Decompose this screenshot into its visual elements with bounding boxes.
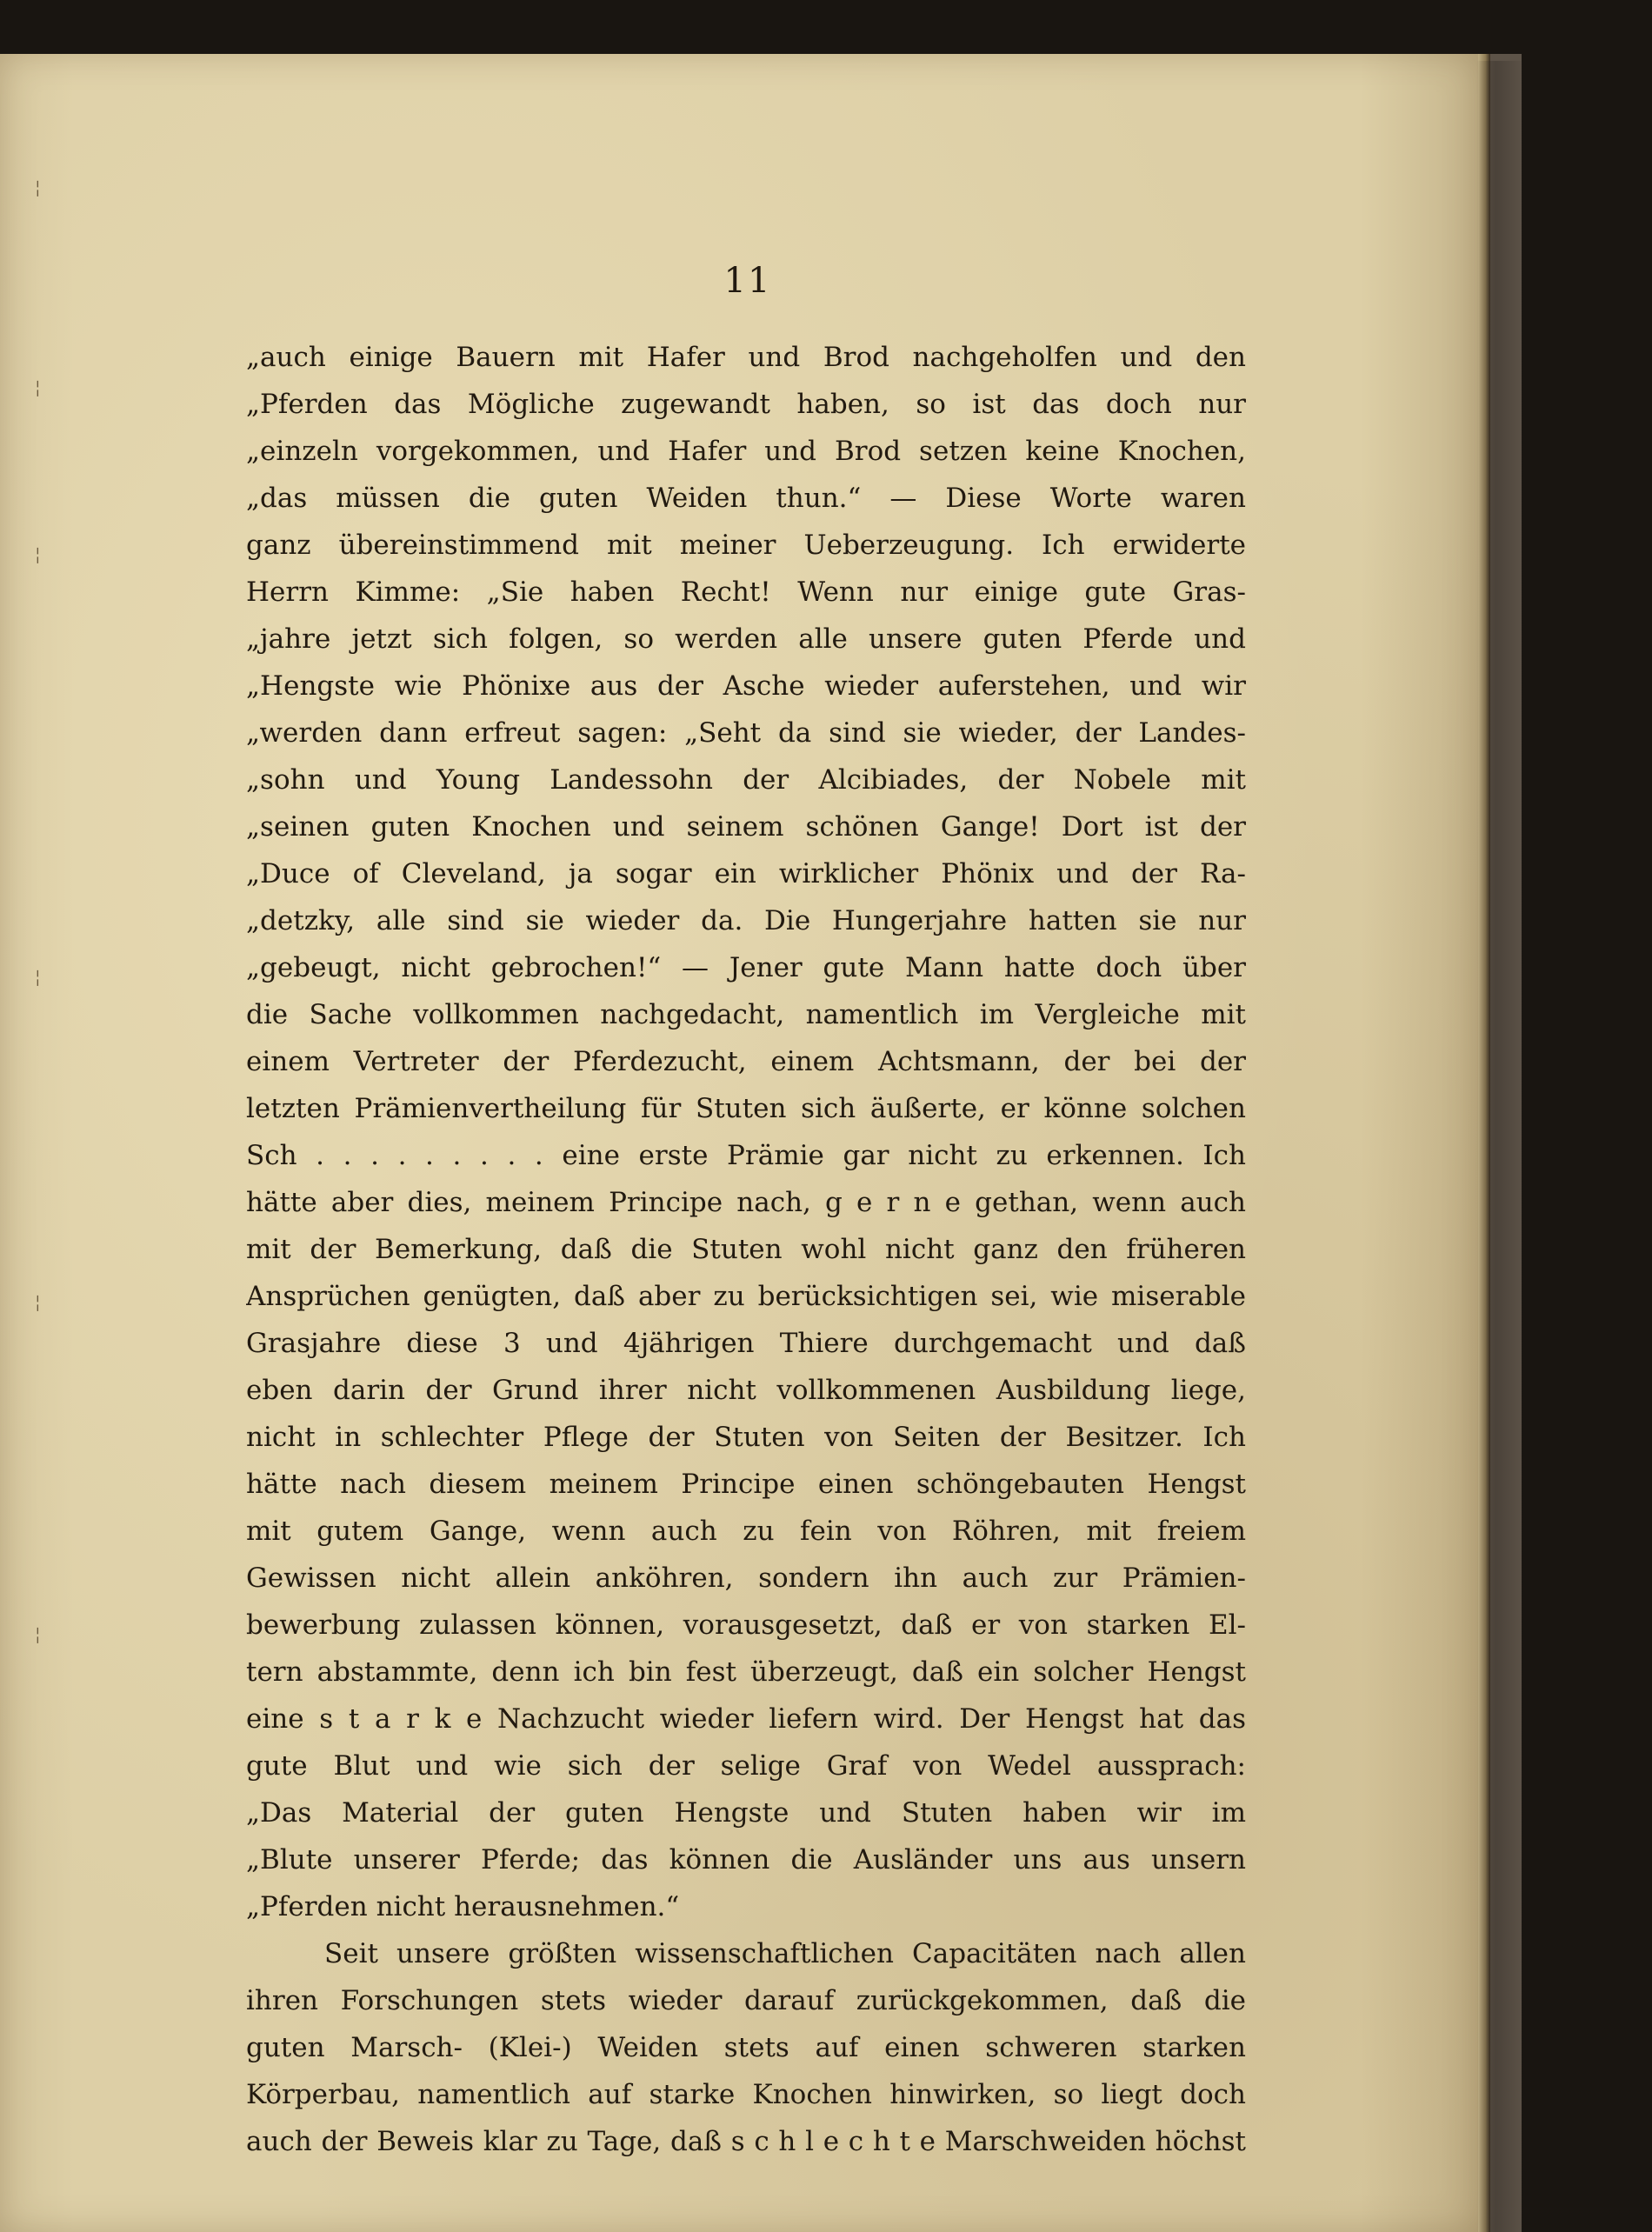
text-line: „Pferden nicht herausnehmen.“: [246, 1891, 680, 1922]
margin-mark: ╎: [33, 1295, 43, 1313]
text-line: Seit unsere größten wissenschaftlichen Capacitäten nach allen: [324, 1938, 1246, 1969]
text-line: Ansprüchen genügten, daß aber zu berücksichtigen sei, wie miserable: [246, 1281, 1246, 1312]
text-line: nicht in schlechter Pflege der Stuten von Seiten der Besitzer. Ich: [246, 1422, 1246, 1453]
text-line: „auch einige Bauern mit Hafer und Brod nachgeholfen und den: [246, 342, 1246, 373]
text-line: „Blute unserer Pferde; das können die Ausländer uns aus unsern: [246, 1844, 1246, 1876]
text-line: Körperbau, namentlich auf starke Knochen hinwirken, so liegt doch: [246, 2079, 1246, 2110]
paragraph-2: [246, 1930, 1246, 2165]
text-line: die Sache vollkommen nachgedacht, namentlich im Vergleiche mit: [246, 999, 1246, 1030]
text-line: „das müssen die guten Weiden thun.“ — Diese Worte waren: [246, 483, 1246, 514]
text-line: Grasjahre diese 3 und 4jährigen Thiere durchgemacht und daß: [246, 1328, 1246, 1359]
book-page: [0, 54, 1478, 2232]
text-line: einem Vertreter der Pferdezucht, einem Achtsmann, der bei der: [246, 1046, 1246, 1077]
text-line: „Das Material der guten Hengste und Stuten haben wir im: [246, 1797, 1246, 1829]
book-cover-shadow: [1476, 61, 1525, 2232]
text-line: „detzky, alle sind sie wieder da. Die Hungerjahre hatten sie nur: [246, 905, 1246, 936]
text-line: mit gutem Gange, wenn auch zu fein von Röhren, mit freiem: [246, 1516, 1246, 1547]
page-number: 11: [723, 261, 772, 301]
margin-mark: ╎: [33, 1627, 43, 1645]
margin-mark: ╎: [33, 380, 43, 398]
text-line: „einzeln vorgekommen, und Hafer und Brod setzen keine Knochen,: [246, 436, 1246, 467]
text-line: Herrn Kimme: „Sie haben Recht! Wenn nur einige gute Gras-: [246, 576, 1246, 608]
text-line: eben darin der Grund ihrer nicht vollkommenen Ausbildung liege,: [246, 1375, 1246, 1406]
text-line: „werden dann erfreut sagen: „Seht da sind sie wieder, der Landes-: [246, 717, 1246, 749]
text-line: „gebeugt, nicht gebrochen!“ — Jener gute Mann hatte doch über: [246, 952, 1246, 983]
text-line: Gewissen nicht allein anköhren, sondern ihn auch zur Prämien-: [246, 1562, 1246, 1594]
text-line: „Duce of Cleveland, ja sogar ein wirklicher Phönix und der Ra-: [246, 858, 1246, 889]
text-line: „jahre jetzt sich folgen, so werden alle unsere guten Pferde und: [246, 623, 1246, 655]
text-line: letzten Prämienvertheilung für Stuten sich äußerte, er könne solchen: [246, 1093, 1246, 1124]
text-line: hätte nach diesem meinem Principe einen schöngebauten Hengst: [246, 1469, 1246, 1500]
text-line: „Hengste wie Phönixe aus der Asche wieder auferstehen, und wir: [246, 670, 1246, 702]
margin-mark: ╎: [33, 969, 43, 988]
text-line: Sch . . . . . . . . . eine erste Prämie gar nicht zu erkennen. Ich: [246, 1140, 1246, 1171]
page-text: [246, 334, 1246, 2165]
text-line: „Pferden das Mögliche zugewandt haben, so ist das doch nur: [246, 389, 1246, 420]
text-line: eine s t a r k e Nachzucht wieder liefern wird. Der Hengst hat das: [246, 1703, 1246, 1735]
text-line: mit der Bemerkung, daß die Stuten wohl nicht ganz den früheren: [246, 1234, 1246, 1265]
text-line: gute Blut und wie sich der selige Graf von Wedel aussprach:: [246, 1750, 1246, 1782]
text-line: guten Marsch- (Klei-) Weiden stets auf einen schweren starken: [246, 2032, 1246, 2063]
margin-mark: ╎: [33, 547, 43, 565]
text-line: ihren Forschungen stets wieder darauf zurückgekommen, daß die: [246, 1985, 1246, 2016]
text-line: hätte aber dies, meinem Principe nach, g e r n e gethan, wenn auch: [246, 1187, 1246, 1218]
text-line: bewerbung zulassen können, vorausgesetzt, daß er von starken El-: [246, 1609, 1246, 1641]
text-line: ganz übereinstimmend mit meiner Ueberzeugung. Ich erwiderte: [246, 530, 1246, 561]
paragraph-1: [246, 334, 1246, 1930]
margin-mark: ╎: [33, 180, 43, 198]
text-line: tern abstammte, denn ich bin fest überzeugt, daß ein solcher Hengst: [246, 1656, 1246, 1688]
text-line: „sohn und Young Landessohn der Alcibiades, der Nobele mit: [246, 764, 1246, 796]
text-line: auch der Beweis klar zu Tage, daß s c h l e c h t e Marschweiden höchst: [246, 2126, 1246, 2157]
text-line: „seinen guten Knochen und seinem schönen Gange! Dort ist der: [246, 811, 1246, 843]
